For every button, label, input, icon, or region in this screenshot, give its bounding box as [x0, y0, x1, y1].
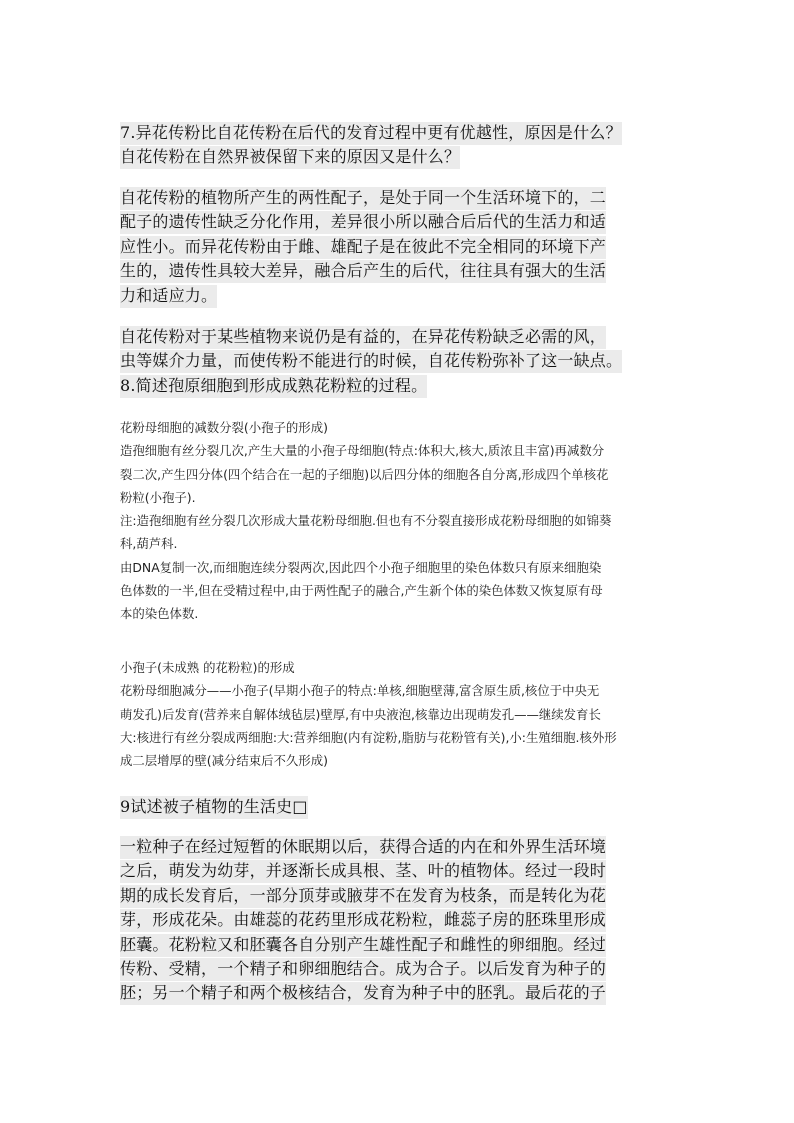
text-line: 自花传粉对于某些植物来说仍是有益的，在异花传粉缺乏必需的风， [120, 325, 700, 349]
text-line: 自花传粉的植物所产生的两性配子，是处于同一个生活环境下的，二 [120, 186, 700, 210]
text-line: 一粒种子在经过短暂的休眠期以后，获得合适的内在和外界生活环境 [120, 835, 700, 859]
answer-7-paragraph-2 [120, 325, 700, 398]
text-line: 传粉、受精，一个精子和卵细胞结合。成为合子。以后发育为种子的 [120, 957, 700, 981]
question-9 [120, 795, 700, 819]
text-line: 芽，形成花朵。由雄蕊的花药里形成花粉粒，雌蕊子房的胚珠里形成 [120, 908, 700, 932]
answer-7-paragraph-1 [120, 186, 700, 308]
text-line: 造孢细胞有丝分裂几次,产生大量的小孢子母细胞(特点:体积大,核大,质浓且丰富)再减数分 [120, 443, 605, 459]
text-line: 期的成长发育后，一部分顶芽或腋芽不在发育为枝条，而是转化为花 [120, 884, 700, 908]
answer-8-pollen-grain-formation [120, 656, 700, 772]
text-line: 力和适应力。 [120, 284, 700, 308]
text-line: 生的，遗传性具较大差异，融合后产生的后代，往往具有强大的生活 [120, 259, 700, 283]
text-line: 应性小。而异花传粉由于雌、雄配子是在彼此不完全相同的环境下产 [120, 235, 700, 259]
question-8: 8.简述孢原细胞到形成成熟花粉粒的过程。 [120, 374, 700, 398]
answer-9 [120, 835, 700, 1006]
text-line: 花粉母细胞的减数分裂(小孢子的形成) [120, 420, 328, 435]
text-line: 之后，萌发为幼芽，并逐渐长成具根、茎、叶的植物体。经过一段时 [120, 859, 700, 883]
text-line: 大:核进行有丝分裂成两细胞:大:营养细胞(内有淀粉,脂肪与花粉管有关),小:生殖细胞.核外形 [120, 729, 617, 745]
text-line: 7.异花传粉比自花传粉在后代的发育过程中更有优越性，原因是什么？ [120, 121, 700, 145]
text-line: 萌发孔)后发育(营养来自解体绒毡层)壁厚,有中央液泡,核靠边出现萌发孔——继续发育长 [120, 706, 601, 722]
text-line: 注:造孢细胞有丝分裂几次形成大量花粉母细胞.但也有不分裂直接形成花粉母细胞的如锦葵 [120, 513, 612, 529]
text-line: 自花传粉在自然界被保留下来的原因又是什么？ [120, 145, 700, 169]
text-line: 本的染色体数. [120, 606, 199, 622]
text-line: 9试述被子植物的生活史□ [120, 795, 700, 819]
text-line: 花粉母细胞减分——小孢子(早期小孢子的特点:单核,细胞壁薄,富含原生质,核位于中央无 [120, 683, 600, 699]
text-line: 成二层增厚的壁(减分结束后不久形成) [120, 753, 328, 769]
text-line: 胚；另一个精子和两个极核结合，发育为种子中的胚乳。最后花的子 [120, 981, 700, 1005]
text-line: 小孢子(未成熟 的花粉粒)的形成 [120, 660, 295, 675]
text-line: 虫等媒介力量，而使传粉不能进行的时候，自花传粉弥补了这一缺点。 [120, 349, 700, 373]
text-line: 胚囊。花粉粒又和胚囊各自分别产生雄性配子和雌性的卵细胞。经过 [120, 933, 700, 957]
text-line: 由DNA复制一次,而细胞连续分裂两次,因此四个小孢子细胞里的染色体数只有原来细胞染 [120, 559, 602, 575]
text-line: 科,葫芦科. [120, 536, 178, 552]
text-line: 配子的遗传性缺乏分化作用，差异很小所以融合后后代的生活力和适 [120, 210, 700, 234]
text-line: 色体数的一半,但在受精过程中,由于两性配子的融合,产生新个体的染色体数又恢复原有母 [120, 583, 603, 599]
text-line: 裂二次,产生四分体(四个结合在一起的子细胞)以后四分体的细胞各自分离,形成四个单核花 [120, 466, 609, 482]
text-line: 粉粒(小孢子). [120, 489, 196, 505]
answer-8-microspore-formation [120, 416, 700, 626]
question-7 [120, 121, 700, 170]
